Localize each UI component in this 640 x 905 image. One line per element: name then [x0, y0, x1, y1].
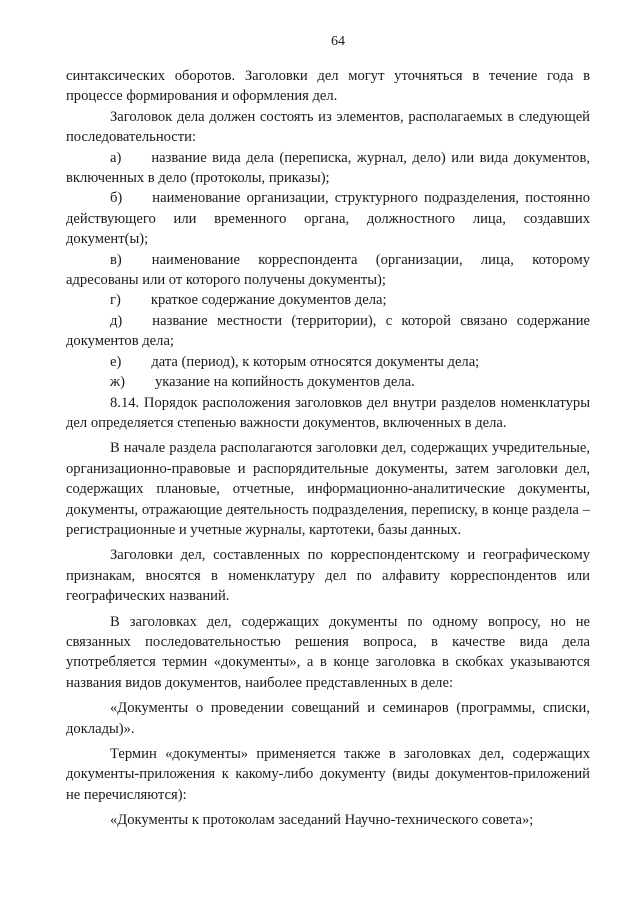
list-item: [66, 188, 590, 249]
list-item-text: название вида дела (переписка, журнал, дело) или вида документов, включенных в дело (протоколы, приказы);: [66, 149, 590, 187]
list-item: [66, 311, 590, 352]
list-item-marker: в): [110, 251, 122, 268]
list-item-text: название местности (территории), с которой связано содержание документов дела;: [66, 312, 590, 350]
paragraph-2: Заголовок дела должен состоять из элементов, располагаемых в следующей последовательности:: [66, 108, 590, 146]
list-item-marker: е): [110, 353, 122, 370]
list-item-text: краткое содержание документов дела;: [150, 292, 387, 309]
elements-list: [66, 148, 590, 393]
list-item-text: наименование корреспондента (организации, лица, которому адресованы или от которого получены документы);: [66, 251, 590, 289]
paragraph-example-2: «Документы к протоколам заседаний Научно-технического совета»;: [110, 812, 534, 829]
list-item-text: наименование организации, структурного подразделения, постоянно действующего или временного органа, должностного лица, создавших документ(ы);: [66, 190, 590, 248]
paragraph-4: В начале раздела располагаются заголовки дел, содержащих учредительные, организационно-правовые и распорядительные документы, затем заголовки дел, содержащих плановые, отчетные, информационно-аналитические документы, документы, отражающие деятельность подразделения, переписку, в конце раздела – регистрационные и учетные журналы, картотеки, базы данных.: [66, 440, 590, 538]
paragraph-5: Заголовки дел, составленных по корреспондентскому и географическому признакам, вносятся в номенклатуру дел по алфавиту корреспондентов или географических названий.: [66, 547, 590, 605]
list-item-marker: д): [110, 312, 123, 329]
list-item-marker: ж): [110, 374, 125, 391]
paragraph-6: В заголовках дел, содержащих документы по одному вопросу, но не связанных последовательностью решения вопроса, в качестве вида дела употребляется термин «документы», а в конце заголовка в скобках указываются названия видов документов, наиболее представленных в деле:: [66, 613, 590, 691]
paragraph-8: Термин «документы» применяется также в заголовках дел, содержащих документы-приложения к какому-либо документу (виды документов-приложений не перечисляются):: [66, 746, 590, 803]
list-item: [66, 352, 590, 372]
page-number: 64: [331, 34, 345, 49]
paragraph-1: синтаксических оборотов. Заголовки дел могут уточняться в течение года в процессе формирования и оформления дел.: [66, 68, 590, 105]
list-item: [66, 148, 590, 189]
list-item: [66, 290, 590, 310]
list-item: [66, 250, 590, 291]
list-item-marker: г): [110, 292, 121, 309]
paragraph-example-1: «Документы о проведении совещаний и семинаров (программы, списки, доклады)».: [66, 700, 590, 737]
paragraph-section-8-14: 8.14. Порядок расположения заголовков дел внутри разделов номенклатуры дел определяется степенью важности документов, включенных в дела.: [66, 394, 590, 431]
list-item-text: указание на копийность документов дела.: [154, 374, 415, 391]
list-item-marker: а): [110, 149, 122, 166]
list-item-text: дата (период), к которым относятся документы дела;: [151, 353, 480, 370]
list-item-marker: б): [110, 190, 123, 207]
list-item: [66, 372, 590, 392]
